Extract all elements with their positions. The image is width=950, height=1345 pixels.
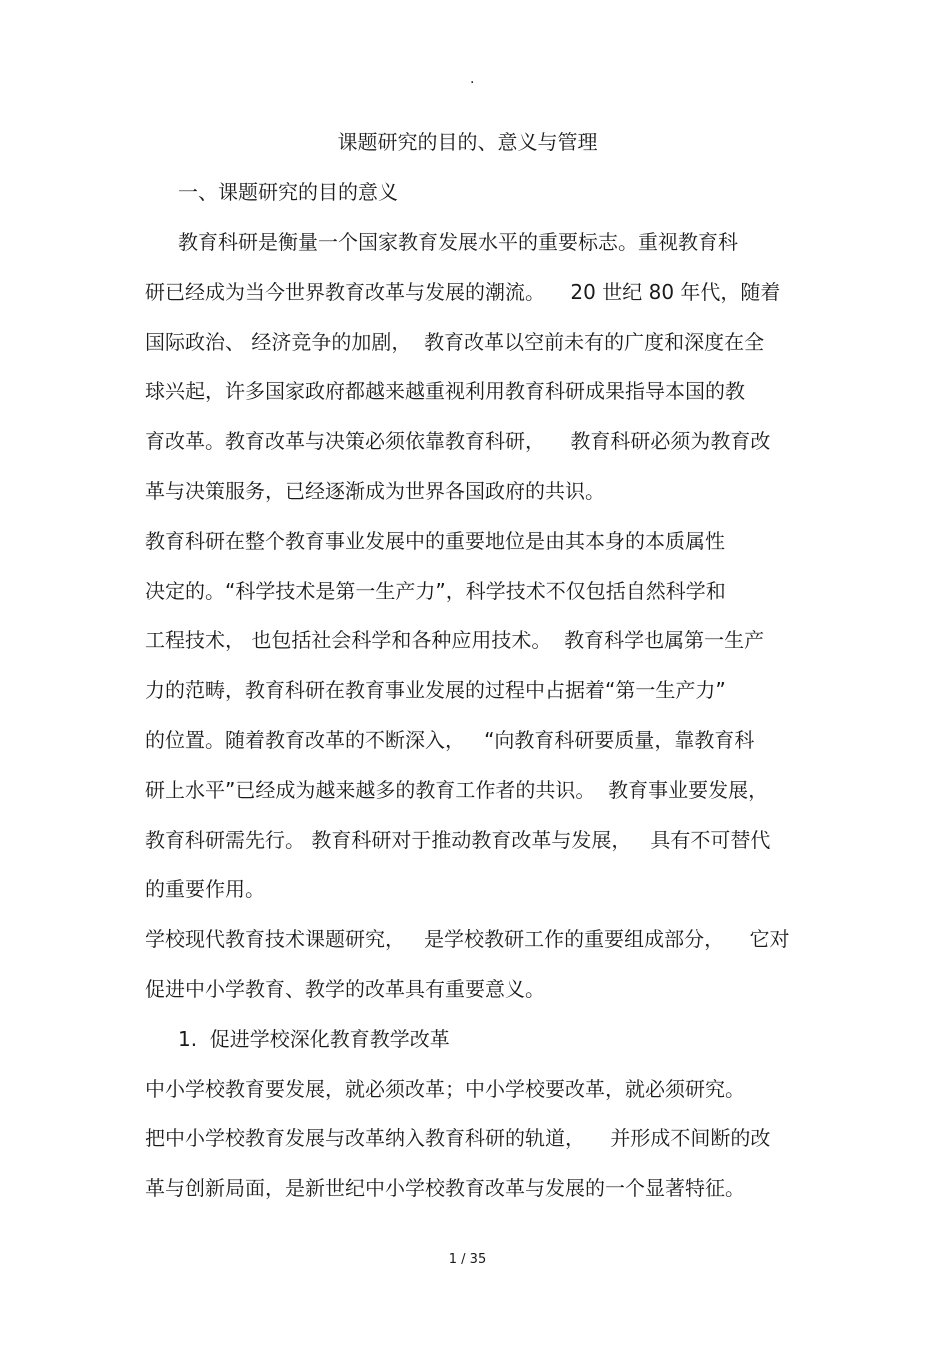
- paragraph-line: 革与决策服务，已经逐渐成为世界各国政府的共识。: [145, 479, 605, 503]
- document-title: 课题研究的目的、意义与管理: [337, 130, 598, 154]
- paragraph-line: 中小学校教育要发展，就必须改革；中小学校要改革，就必须研究。: [145, 1077, 745, 1101]
- paragraph-line: 的位置。随着教育改革的不断深入， “向教育科研要质量，靠教育科: [145, 728, 755, 752]
- paragraph-line: 革与创新局面，是新世纪中小学校教育改革与发展的一个显著特征。: [145, 1176, 745, 1200]
- paragraph-line: 国际政治、 经济竞争的加剧， 教育改革以空前未有的广度和深度在全: [145, 330, 765, 354]
- paragraph-line: 研已经成为当今世界教育改革与发展的潮流。 20 世纪 80 年代，随着: [145, 280, 781, 304]
- paragraph-line: 把中小学校教育发展与改革纳入教育科研的轨道， 并形成不间断的改: [145, 1126, 771, 1150]
- paragraph-line: 学校现代教育技术课题研究， 是学校教研工作的重要组成部分， 它对: [145, 927, 790, 951]
- header-mark: .: [470, 71, 475, 87]
- paragraph-line: 教育科研在整个教育事业发展中的重要地位是由其本身的本质属性: [145, 529, 725, 553]
- paragraph-line: 球兴起，许多国家政府都越来越重视利用教育科研成果指导本国的教: [145, 379, 745, 403]
- paragraph-line: 工程技术， 也包括社会科学和各种应用技术。 教育科学也属第一生产: [145, 628, 765, 652]
- paragraph-line: 育改革。教育改革与决策必须依靠教育科研， 教育科研必须为教育改: [145, 429, 771, 453]
- paragraph-line: 决定的。“科学技术是第一生产力”，科学技术不仅包括自然科学和: [145, 579, 726, 603]
- paragraph-line: 教育科研需先行。 教育科研对于推动教育改革与发展， 具有不可替代: [145, 828, 771, 852]
- section-heading: 一、课题研究的目的意义: [178, 180, 398, 204]
- paragraph-line: 教育科研是衡量一个国家教育发展水平的重要标志。重视教育科: [178, 230, 738, 254]
- numbered-subheading: 1. 促进学校深化教育教学改革: [178, 1027, 450, 1051]
- paragraph-line: 力的范畴，教育科研在教育事业发展的过程中占据着“第一生产力”: [145, 678, 726, 702]
- paragraph-line: 促进中小学教育、教学的改革具有重要意义。: [145, 977, 545, 1001]
- paragraph-line: 的重要作用。: [145, 877, 265, 901]
- page-number: 1 / 35: [448, 1252, 487, 1267]
- paragraph-line: 研上水平”已经成为越来越多的教育工作者的共识。 教育事业要发展，: [145, 778, 769, 802]
